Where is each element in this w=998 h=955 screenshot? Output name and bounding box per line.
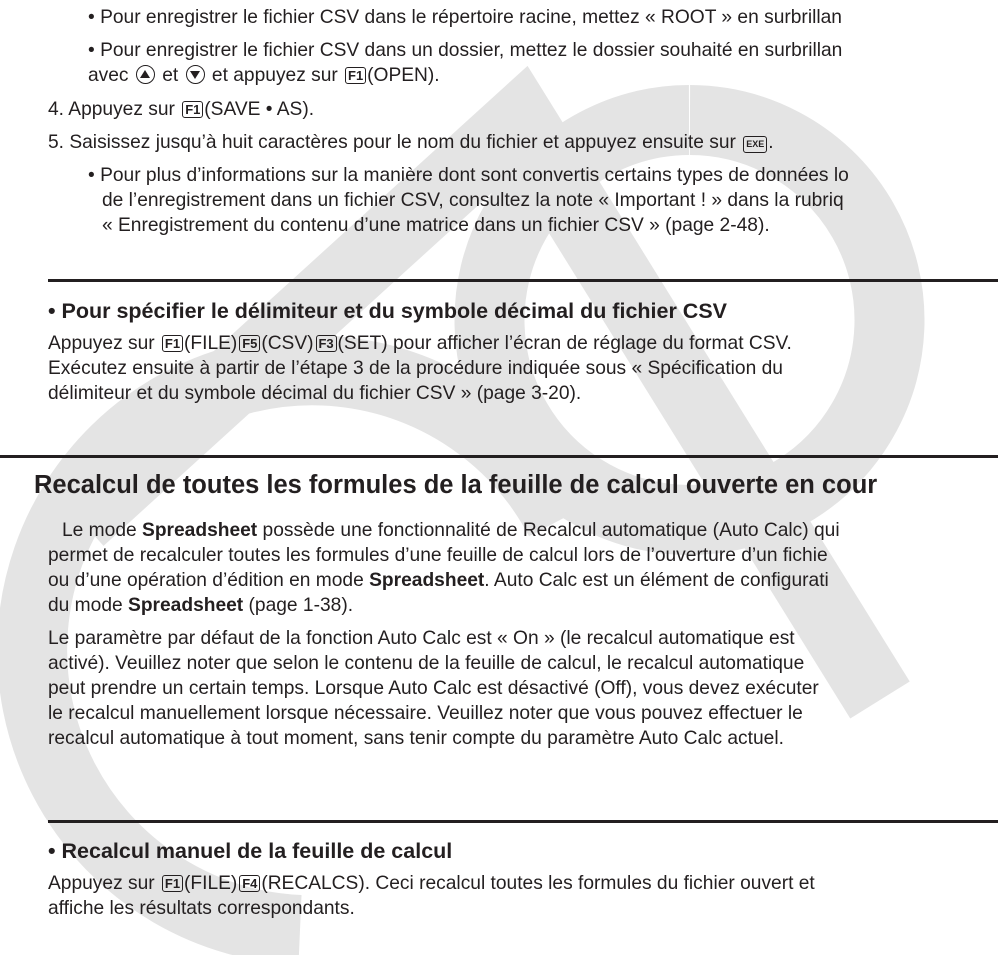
delimiter-line-1 (48, 333, 792, 355)
text: Recalcul manuel de la feuille de calcul (61, 839, 453, 863)
manual-line-1 (48, 873, 815, 895)
recalc-p2-line-4: le recalcul manuellement lorsque nécessaire. Veuillez noter que vous pouvez effectuer le (48, 703, 803, 724)
text: Pour plus d’informations sur la manière dont sont convertis certains types de données lo (100, 165, 849, 186)
delimiter-line-3: délimiteur et du symbole décimal du fichier CSV » (page 3-20). (48, 383, 582, 404)
section-divider (48, 820, 998, 823)
text: avec (88, 65, 129, 86)
f1-key-icon: F1 (162, 335, 183, 352)
bullet-save-folder (88, 40, 842, 62)
bullet-save-root (88, 7, 842, 29)
text: 4. Appuyez sur (48, 99, 175, 120)
manual-line-2: affiche les résultats correspondants. (48, 898, 355, 919)
text: ou d’une opération d’édition en mode (48, 570, 364, 591)
recalc-p2-line-5: recalcul automatique à tout moment, sans tenir compte du paramètre Auto Calc actuel. (48, 728, 784, 749)
section-divider (48, 279, 998, 282)
recalc-p2-line-2: activé). Veuillez noter que selon le contenu de la feuille de calcul, le recalcul automatique (48, 653, 805, 674)
text: Pour enregistrer le fichier CSV dans le répertoire racine, mettez « ROOT » en surbrillan (100, 7, 842, 28)
recalc-p1-line-3 (48, 570, 829, 592)
f1-key-icon: F1 (345, 67, 366, 84)
manual-section-title (48, 840, 452, 862)
down-arrow-key-icon (186, 65, 205, 84)
f1-key-icon: F1 (162, 875, 183, 892)
recalc-p2-line-1: Le paramètre par défaut de la fonction Auto Calc est « On » (le recalcul automatique est (48, 628, 795, 649)
text: (page 1-38). (248, 595, 354, 616)
text: (CSV) (261, 333, 314, 354)
text: Appuyez sur (48, 873, 155, 894)
f5-key-icon: F5 (239, 335, 260, 352)
mode-name: Spreadsheet (369, 570, 485, 591)
text: . (768, 132, 774, 153)
bullet-icon: • (48, 839, 56, 863)
text: (OPEN). (367, 65, 440, 86)
text: et appuyez sur (211, 65, 338, 86)
mode-name: Spreadsheet (142, 520, 258, 541)
text: Pour spécifier le délimiteur et du symbole décimal du fichier CSV (61, 299, 728, 323)
text: (SAVE • AS). (204, 99, 315, 120)
note-line-3: « Enregistrement du contenu d’une matrice dans un fichier CSV » (page 2-48). (102, 215, 770, 236)
bullet-save-folder-line2 (88, 65, 440, 87)
text: (SET) pour afficher l’écran de réglage du format CSV. (337, 333, 792, 354)
section-divider-main (0, 455, 998, 458)
text: (RECALCS). Ceci recalcul toutes les formules du fichier ouvert et (261, 873, 815, 894)
bullet-icon: • (88, 40, 95, 61)
f4-key-icon: F4 (239, 875, 260, 892)
step-4 (48, 99, 314, 121)
text: Appuyez sur (48, 333, 155, 354)
f3-key-icon: F3 (316, 335, 337, 352)
recalc-p1-line-2: permet de recalculer toutes les formules d’une feuille de calcul lors de l’ouverture d’un fichie (48, 545, 828, 566)
text: Pour enregistrer le fichier CSV dans un dossier, mettez le dossier souhaité en surbrillan (100, 40, 843, 61)
recalc-section-title: Recalcul de toutes les formules de la feuille de calcul ouverte en cour (34, 471, 878, 499)
text: . Auto Calc est un élément de configurati (484, 570, 829, 591)
text: (FILE) (184, 873, 238, 894)
up-arrow-key-icon (136, 65, 155, 84)
bullet-icon: • (88, 7, 95, 28)
text: possède une fonctionnalité de Recalcul automatique (Auto Calc) qui (262, 520, 840, 541)
text: Le mode (62, 520, 137, 541)
note-line-2: de l’enregistrement dans un fichier CSV, consultez la note « Important ! » dans la rubriq (102, 190, 844, 211)
bullet-icon: • (88, 165, 95, 186)
delimiter-section-title (48, 300, 727, 322)
bullet-icon: • (48, 299, 56, 323)
recalc-p1-line-1 (62, 520, 840, 542)
exe-key-icon: EXE (743, 136, 767, 153)
recalc-p1-line-4 (48, 595, 353, 617)
mode-name: Spreadsheet (128, 595, 244, 616)
delimiter-line-2: Exécutez ensuite à partir de l’étape 3 de la procédure indiquée sous « Spécification du (48, 358, 783, 379)
note-bullet (88, 165, 849, 187)
text: (FILE) (184, 333, 238, 354)
text: du mode (48, 595, 123, 616)
step-5 (48, 132, 774, 154)
text: 5. Saisissez jusqu’à huit caractères pour le nom du fichier et appuyez ensuite sur (48, 132, 736, 153)
f1-key-icon: F1 (182, 101, 203, 118)
text: et (162, 65, 179, 86)
recalc-p2-line-3: peut prendre un certain temps. Lorsque Auto Calc est désactivé (Off), vous devez exécuter (48, 678, 819, 699)
